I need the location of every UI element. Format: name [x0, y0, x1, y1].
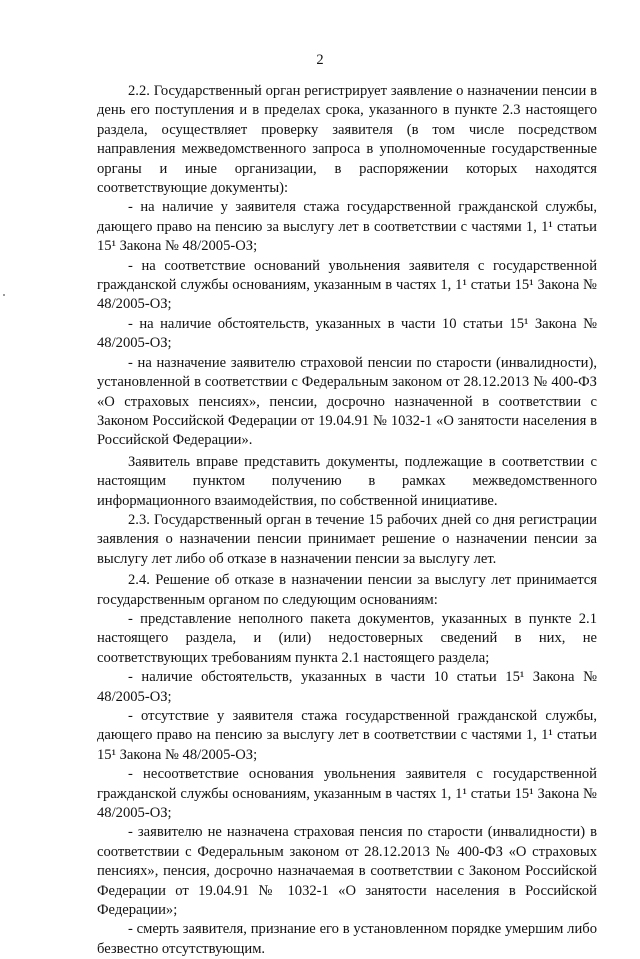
list-item: - на наличие у заявителя стажа государственной гражданской службы, дающего право на пенсию за выслугу лет в соответствии с частями 1, 1¹ статьи 15¹ Закона № 48/2005-ОЗ; — [97, 199, 597, 255]
list-item: - наличие обстоятельств, указанных в части 10 статьи 15¹ Закона № 48/2005-ОЗ; — [97, 669, 597, 705]
list-item: - представление неполного пакета документов, указанных в пункте 2.1 настоящего раздела, и (или) недостоверных сведений в них, не соответствующих требованиям пункта 2.1 настоящего раздела; — [97, 610, 597, 666]
list-item: - на наличие обстоятельств, указанных в части 10 статьи 15¹ Закона № 48/2005-ОЗ; — [97, 315, 597, 352]
document-body — [97, 82, 597, 959]
list-item: - заявителю не назначена страховая пенсия по старости (инвалидности) в соответствии с Федеральным законом от 28.12.2013 № 400-ФЗ «О страховых пенсиях», пенсия, досрочно назначаемая в соответствии с Законом Российской Федерации от 19.04.91 № 1032-1 «О занятости населения в Российской Федерации»; — [97, 824, 597, 919]
list-item: - смерть заявителя, признание его в установленном порядке умершим либо безвестно отсутствующим. — [97, 921, 597, 957]
paragraph-2-4: 2.4. Решение об отказе в назначении пенсии за выслугу лет принимается государственным органом по следующим основаниям: — [97, 572, 597, 608]
paragraph-applicant-right: Заявитель вправе представить документы, подлежащие в соответствии с настоящим пунктом получению в рамках межведомственного информационного взаимодействия, по собственной инициативе. — [97, 453, 597, 509]
paragraph-2-3: 2.3. Государственный орган в течение 15 рабочих дней со дня регистрации заявления о назначении пенсии принимает решение о назначении пенсии за выслугу лет либо об отказе в назначении пенсии за выслугу лет. — [97, 511, 597, 567]
list-item: - несоответствие основания увольнения заявителя с государственной гражданской службы основаниям, указанным в частях 1, 1¹ статьи 15¹ Закона № 48/2005-ОЗ; — [97, 766, 597, 822]
paragraph-2-2: 2.2. Государственный орган регистрирует заявление о назначении пенсии в день его поступления и в пределах срока, указанного в пункте 2.3 настоящего раздела, осуществляет проверку заявителя (в том числе посредством направления межведомственного запроса в уполномоченные государственные органы и иные организации, в распоряжении которых находятся соответствующие документы): — [97, 83, 597, 197]
list-item: - на соответствие оснований увольнения заявителя с государственной гражданской службы основаниям, указанным в частях 1, 1¹ статьи 15¹ Закона № 48/2005-ОЗ; — [97, 257, 597, 313]
page-number: 2 — [316, 52, 324, 68]
list-item: - отсутствие у заявителя стажа государственной гражданской службы, дающего право на пенсию за выслугу лет в соответствии с частями 1, 1¹ статьи 15¹ Закона № 48/2005-ОЗ; — [97, 708, 597, 763]
list-item: - на назначение заявителю страховой пенсии по старости (инвалидности), установленной в соответствии с Федеральным законом от 28.12.2013 № 400-ФЗ «О страховых пенсиях», пенсии, досрочно назначенной в соответствии с Законом Российской Федерации от 19.04.91 № 1032-1 «О занятости населения в Российской Федерации». — [97, 354, 597, 449]
scan-mark — [3, 294, 5, 296]
